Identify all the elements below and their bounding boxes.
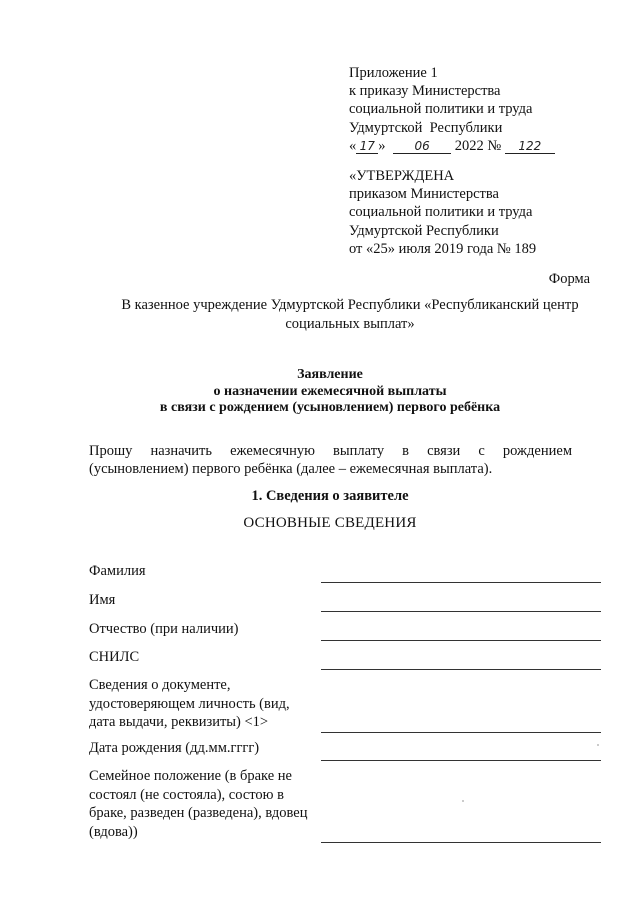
scan-speck [597, 744, 599, 746]
field-label-name: Имя [89, 592, 116, 608]
intro-line-2: (усыновлением) первого ребёнка (далее – ежемесячная выплата). [89, 460, 493, 477]
field-label-patronymic: Отчество (при наличии) [89, 621, 239, 637]
intro-paragraph [89, 443, 572, 478]
addressee [100, 296, 600, 334]
approved-line-4: Удмуртской Республики [349, 222, 499, 239]
appendix-line-1: Приложение 1 [349, 65, 438, 81]
field-snils-line[interactable] [321, 669, 601, 670]
approved-line-2: приказом Министерства [349, 186, 499, 203]
field-id-document-line[interactable] [321, 732, 601, 733]
scan-speck [462, 800, 464, 802]
appendix-block [349, 64, 555, 155]
field-label-snils: СНИЛС [89, 649, 140, 665]
field-name-line[interactable] [321, 611, 601, 612]
appendix-date-line [349, 137, 555, 155]
title-line-1: Заявление [297, 367, 363, 382]
approved-block [349, 167, 536, 258]
date-close-quote: » [378, 137, 386, 154]
field-label-surname: Фамилия [89, 563, 146, 579]
title-line-3: в связи с рождением (усыновлением) первого ребёнка [159, 400, 501, 415]
subsection-title: ОСНОВНЫЕ СВЕДЕНИЯ [243, 515, 417, 531]
form-label: Форма [548, 271, 590, 287]
handwritten-order-number: 122 [505, 140, 555, 154]
field-birth-date-line[interactable] [321, 760, 601, 761]
appendix-line-3: социальной политики и труда [349, 101, 533, 118]
approved-line-3: социальной политики и труда [349, 204, 533, 221]
intro-line-1: Прошу назначить ежемесячную выплату в связи с рождением [89, 443, 572, 459]
approved-line-1: «УТВЕРЖДЕНА [349, 168, 455, 184]
field-surname-line[interactable] [321, 582, 601, 583]
application-title [50, 367, 610, 417]
field-patronymic-line[interactable] [321, 640, 601, 641]
addressee-line-2: социальных выплат» [285, 316, 415, 332]
approved-line-5: от «25» июля 2019 года № 189 [349, 240, 537, 257]
title-line-2: о назначении ежемесячной выплаты [213, 383, 447, 399]
handwritten-month: 06 [393, 140, 451, 154]
field-label-birth-date: Дата рождения (дд.мм.гггг) [89, 740, 260, 756]
date-open-quote: « [349, 137, 357, 154]
section-title: 1. Сведения о заявителе [251, 488, 409, 504]
year-and-number-label: 2022 № [454, 137, 502, 154]
handwritten-day: 17 [356, 140, 378, 154]
appendix-line-4: Удмуртской Республики [349, 119, 503, 136]
field-label-id-document: Сведения о документе, удостоверяющем личность (вид, дата выдачи, реквизиты) <1> [89, 677, 290, 730]
addressee-line-1: В казенное учреждение Удмуртской Республики «Республиканский центр [121, 297, 579, 313]
appendix-line-2: к приказу Министерства [349, 83, 501, 100]
field-marital-status-line[interactable] [321, 842, 601, 843]
field-label-marital-status: Семейное положение (в браке не состоял (не состояла), состою в браке, разведен (разведена), вдовец (вдова)) [89, 768, 308, 840]
